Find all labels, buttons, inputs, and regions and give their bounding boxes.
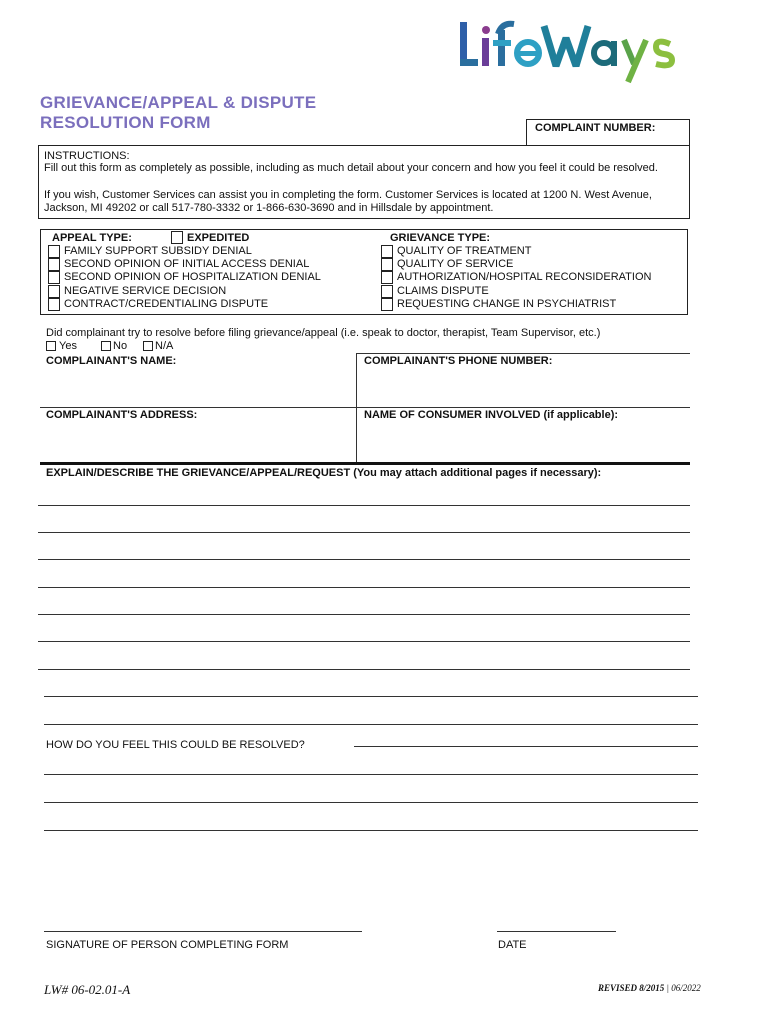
expedited-checkbox[interactable] [171, 231, 183, 244]
complainant-address-label: COMPLAINANT'S ADDRESS: [46, 409, 198, 421]
instructions-line2: If you wish, Customer Services can assist you in completing the form. Customer Services is located at 1200 N. West Avenue, [44, 189, 652, 201]
explain-input-line[interactable] [38, 641, 690, 642]
resolve-question: Did complainant try to resolve before filing grievance/appeal (i.e. speak to doctor, therapist, Team Supervisor, etc.) [46, 327, 601, 339]
appeal-type-label: APPEAL TYPE: [52, 232, 132, 244]
explain-input-line[interactable] [38, 587, 690, 588]
resolved-input-line[interactable] [44, 802, 698, 803]
signature-label: SIGNATURE OF PERSON COMPLETING FORM [46, 939, 289, 951]
explain-input-line[interactable] [44, 696, 698, 697]
revised-date-rest: | 06/2022 [664, 983, 701, 993]
grievance-checkbox[interactable] [381, 298, 393, 311]
explain-input-line[interactable] [38, 532, 690, 533]
resolve-no-label: No [113, 340, 128, 352]
section-divider [40, 462, 690, 465]
explain-input-line[interactable] [44, 724, 698, 725]
date-line[interactable] [497, 931, 616, 932]
appeal-checkbox[interactable] [48, 245, 60, 258]
grid-line [40, 407, 690, 408]
appeal-checkbox[interactable] [48, 258, 60, 271]
consumer-name-label: NAME OF CONSUMER INVOLVED (if applicable): [364, 409, 619, 421]
resolve-yes-checkbox[interactable] [46, 341, 56, 351]
grievance-option: REQUESTING CHANGE IN PSYCHIATRIST [397, 298, 617, 310]
form-title-line1: GRIEVANCE/APPEAL & DISPUTE [40, 93, 317, 112]
form-title [40, 93, 316, 133]
resolve-na-checkbox[interactable] [143, 341, 153, 351]
complainant-name-field[interactable] [40, 366, 354, 406]
signature-line[interactable] [44, 931, 362, 932]
grid-line [356, 353, 690, 354]
resolve-na-label: N/A [155, 340, 174, 352]
resolved-input-line[interactable] [44, 830, 698, 831]
complainant-name-label: COMPLAINANT'S NAME: [46, 355, 177, 367]
explain-input-line[interactable] [38, 505, 690, 506]
resolve-yes-label: Yes [59, 340, 77, 352]
instructions-heading: INSTRUCTIONS: [44, 150, 130, 162]
complainant-address-field[interactable] [40, 420, 354, 460]
grid-divider [356, 353, 357, 463]
explain-input-line[interactable] [38, 614, 690, 615]
instructions-line1: Fill out this form as completely as possible, including as much detail about your concern and how you feel it could be resolved. [44, 162, 658, 174]
resolved-label: HOW DO YOU FEEL THIS COULD BE RESOLVED? [46, 739, 305, 751]
resolved-input-line[interactable] [44, 774, 698, 775]
appeal-option: SECOND OPINION OF HOSPITALIZATION DENIAL [64, 271, 321, 283]
appeal-checkbox[interactable] [48, 271, 60, 284]
revised-date [598, 983, 701, 993]
explain-label: EXPLAIN/DESCRIBE THE GRIEVANCE/APPEAL/REQUEST (You may attach additional pages if necessary): [46, 467, 602, 479]
appeal-option: FAMILY SUPPORT SUBSIDY DENIAL [64, 245, 252, 257]
grievance-option: CLAIMS DISPUTE [397, 285, 489, 297]
revised-date-bold: REVISED 8/2015 [598, 983, 665, 993]
appeal-option: SECOND OPINION OF INITIAL ACCESS DENIAL [64, 258, 310, 270]
grievance-option: AUTHORIZATION/HOSPITAL RECONSIDERATION [397, 271, 652, 283]
complaint-number-label: COMPLAINT NUMBER: [535, 122, 656, 134]
complainant-phone-label: COMPLAINANT'S PHONE NUMBER: [364, 355, 553, 367]
grievance-checkbox[interactable] [381, 258, 393, 271]
form-title-line2: RESOLUTION FORM [40, 113, 211, 132]
explain-input-line[interactable] [38, 669, 690, 670]
complainant-phone-field[interactable] [360, 366, 688, 406]
grievance-option: QUALITY OF TREATMENT [397, 245, 532, 257]
explain-input-line[interactable] [38, 559, 690, 560]
grievance-option: QUALITY OF SERVICE [397, 258, 514, 270]
resolved-input-line[interactable] [354, 746, 698, 747]
resolve-no-checkbox[interactable] [101, 341, 111, 351]
consumer-name-field[interactable] [360, 420, 688, 460]
grievance-checkbox[interactable] [381, 245, 393, 258]
instructions-line3: Jackson, MI 49202 or call 517-780-3332 or 1-866-630-3690 and in Hillsdale by appointment. [44, 202, 494, 214]
grievance-type-label: GRIEVANCE TYPE: [390, 232, 491, 244]
date-label: DATE [498, 939, 527, 951]
lifeways-logo [456, 16, 692, 86]
expedited-label: EXPEDITED [187, 232, 250, 244]
appeal-option: CONTRACT/CREDENTIALING DISPUTE [64, 298, 269, 310]
appeal-option: NEGATIVE SERVICE DECISION [64, 285, 227, 297]
appeal-checkbox[interactable] [48, 298, 60, 311]
appeal-checkbox[interactable] [48, 285, 60, 298]
grievance-checkbox[interactable] [381, 285, 393, 298]
grievance-checkbox[interactable] [381, 271, 393, 284]
form-code: LW# 06-02.01-A [44, 982, 131, 997]
